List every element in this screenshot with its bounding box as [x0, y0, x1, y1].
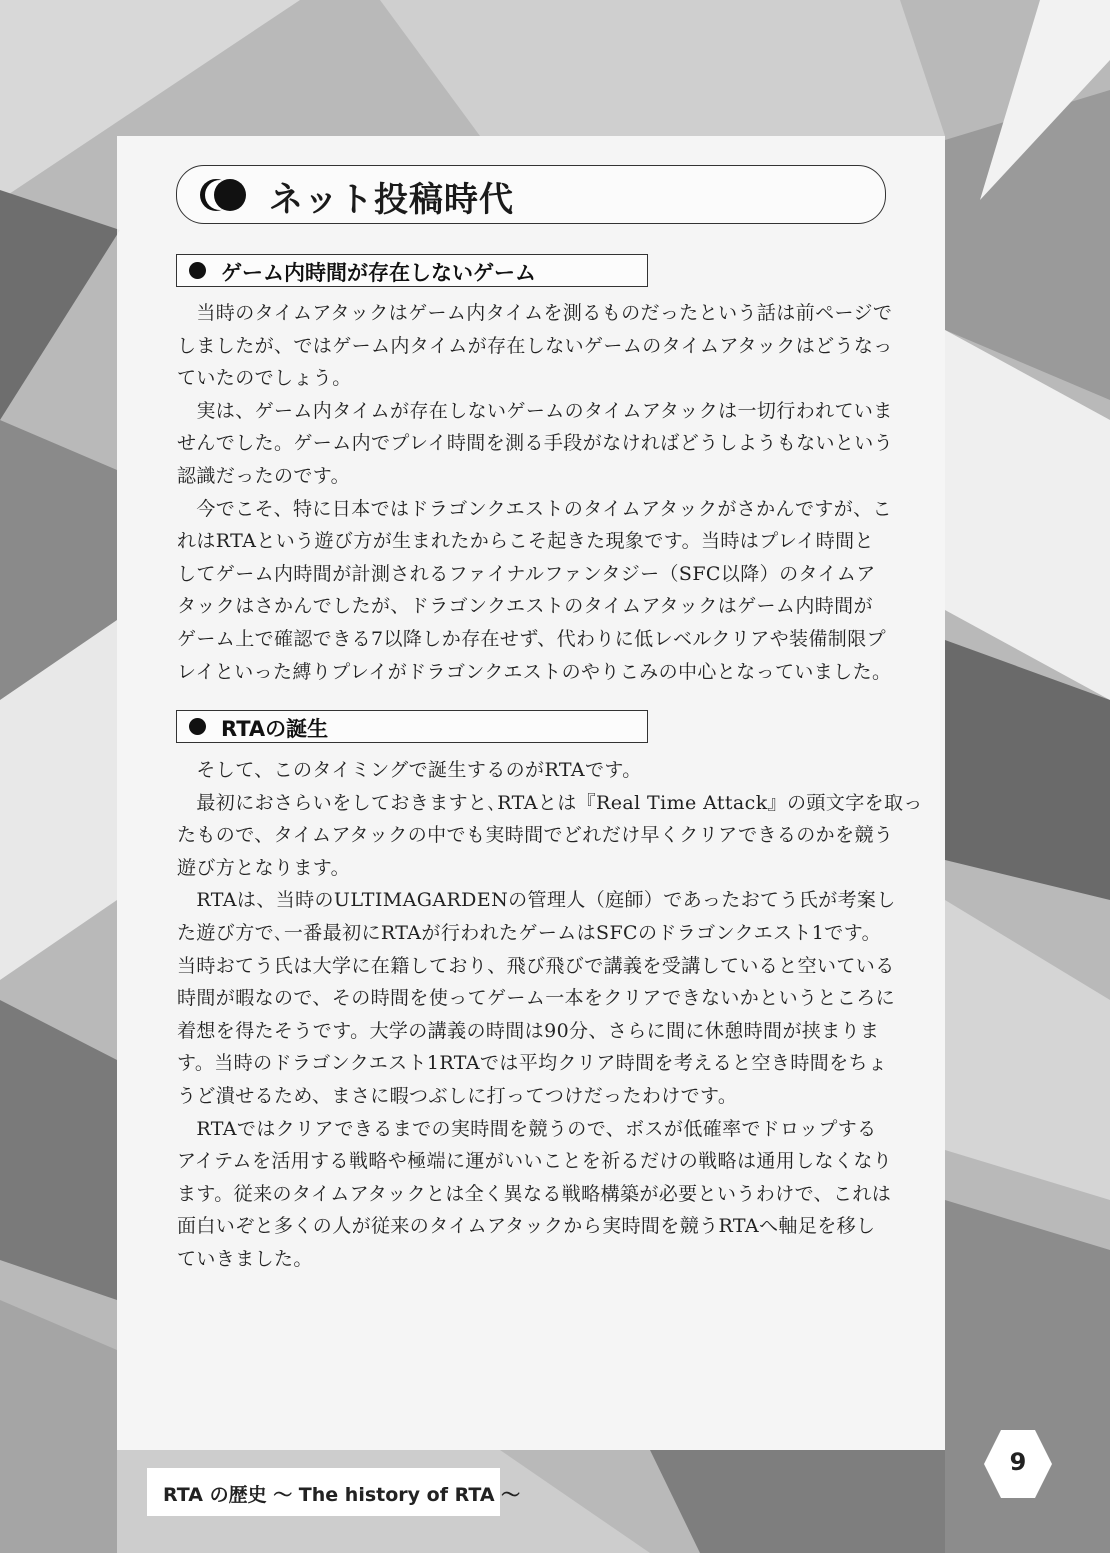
text-line: アイテムを活用する戦略や極端に運がいいことを祈るだけの戦略は通用しなくなり	[177, 1150, 893, 1173]
text-line: 面白いぞと多くの人が従来のタイムアタックから実時間を競うRTAへ軸足を移し	[177, 1215, 876, 1238]
section-body	[177, 754, 923, 1276]
page-title-box	[176, 165, 886, 224]
text-line: ていたのでしょう。	[177, 367, 352, 390]
text-line: 遊び方となります。	[177, 856, 351, 879]
text-line: 今でこそ、特に日本ではドラゴンクエストのタイムアタックがさかんですが、こ	[177, 497, 892, 520]
double-circle-icon	[199, 177, 249, 213]
paragraph	[177, 297, 893, 395]
text-line: たもので、タイムアタックの中でも実時間でどれだけ早くクリアできるのかを競う	[177, 824, 894, 847]
footer-title: RTA の歴史 〜 The history of RTA 〜	[163, 1484, 521, 1506]
text-line: 最初におさらいをしておきますと､RTAとは『Real Time Attack』の頭文字を取っ	[177, 791, 923, 814]
text-line: うど潰せるため、まさに暇つぶしに打ってつけだったわけです。	[177, 1084, 738, 1107]
text-line: 着想を得たそうです。大学の講義の時間は90分、さらに間に休憩時間が挟まりま	[177, 1019, 880, 1042]
paragraph	[177, 395, 894, 493]
paragraph	[177, 1113, 893, 1276]
page-number: 9	[1009, 1448, 1027, 1476]
text-line: ます。従来のタイムアタックとは全く異なる戦略構築が必要というわけで、これは	[177, 1182, 892, 1205]
text-line: しましたが、ではゲーム内タイムが存在しないゲームのタイムアタックはどうなっ	[177, 334, 893, 357]
text-line: レイといった縛りプレイがドラゴンクエストのやりこみの中心となっていました。	[177, 660, 892, 683]
section-heading-text: RTAの誕生	[221, 717, 329, 741]
section-body	[177, 297, 894, 688]
text-line: 認識だったのです。	[177, 464, 351, 487]
text-line: ていきました。	[177, 1247, 313, 1270]
paragraph	[177, 884, 896, 1112]
text-line: タックはさかんでしたが、ドラゴンクエストのタイムアタックはゲーム内時間が	[177, 595, 873, 618]
text-line: RTAではクリアできるまでの実時間を競うので、ボスが低確率でドロップする	[177, 1117, 877, 1140]
section-heading	[176, 710, 648, 743]
page-title: ネット投稿時代	[269, 180, 514, 220]
text-line: ゲーム上で確認できる7以降しか存在せず、代わりに低レベルクリアや装備制限プ	[177, 627, 886, 650]
text-line: そして、このタイミングで誕生するのがRTAです。	[177, 759, 642, 781]
paragraph	[177, 787, 923, 885]
section-heading	[176, 254, 648, 287]
text-line: 当時のタイムアタックはゲーム内タイムを測るものだったという話は前ページで	[177, 302, 893, 324]
text-line: せんでした。ゲーム内でプレイ時間を測る手段がなければどうしようもないという	[177, 432, 894, 455]
text-line: 時間が暇なので、その時間を使ってゲーム一本をクリアできないかというところに	[177, 987, 895, 1010]
section-heading-text: ゲーム内時間が存在しないゲーム	[221, 261, 536, 285]
text-line: れはRTAという遊び方が生まれたからこそ起きた現象です。当時はプレイ時間と	[177, 530, 874, 553]
paragraph	[177, 493, 892, 689]
text-line: RTAは、当時のULTIMAGARDENの管理人（庭師）であったおてう氏が考案し	[177, 889, 896, 912]
text-line: してゲーム内時間が計測されるファイナルファンタジー（SFC以降）のタイムア	[177, 562, 876, 585]
text-line: 当時おてう氏は大学に在籍しており、飛び飛びで講義を受講していると空いている	[177, 954, 895, 977]
text-line: す。当時のドラゴンクエスト1RTAでは平均クリア時間を考えると空き時間をちょ	[177, 1052, 888, 1075]
text-line: た遊び方で､一番最初にRTAが行われたゲームはSFCのドラゴンクエスト1です。	[177, 921, 881, 944]
running-footer	[147, 1468, 521, 1516]
paragraph	[177, 754, 889, 787]
text-line: 実は、ゲーム内タイムが存在しないゲームのタイムアタックは一切行われていま	[177, 399, 893, 422]
page-number-badge	[983, 1428, 1053, 1500]
bullet-icon	[189, 262, 206, 279]
bullet-icon	[189, 718, 206, 735]
